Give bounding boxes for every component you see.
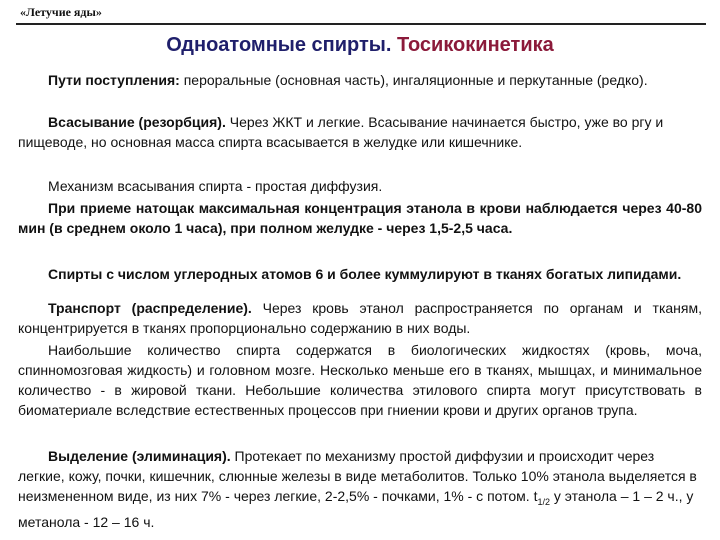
half-life-subscript: 1/2 xyxy=(537,496,550,507)
mechanism-paragraph xyxy=(18,176,702,196)
distribution-paragraph xyxy=(18,340,702,420)
cumulate-text: Спирты с числом углеродных атомов 6 и более куммулируют в тканях богатых липидами. xyxy=(48,266,682,282)
header-label: «Летучие яды» xyxy=(20,5,102,19)
fasting-text: При приеме натощак максимальная концентрация этанола в крови наблюдается через 40-80 мин (в среднем около 1 часа), при полном желудке - через 1,5-2,5 часа. xyxy=(18,200,702,236)
header-divider xyxy=(16,23,706,25)
page-title xyxy=(0,32,720,58)
elimination-text-2: у этанола – 1 – 2 ч., у метанола - 12 – 16 ч. xyxy=(18,488,694,530)
transport-label: Транспорт (распределение). xyxy=(48,300,252,316)
title-part2: Тосикокинетика xyxy=(396,34,554,56)
elimination-paragraph xyxy=(18,446,702,532)
elimination-text-1: Протекает по механизму простой диффузии и происходит через легкие, кожу, почки, кишечник, слюнные железы в виде метаболитов. Только 10% этанола выделяется в неизмененном виде, из них 7% - через легкие, 2-2,5% - почками, 1% - с потом. t xyxy=(18,448,697,504)
absorption-label: Всасывание (резорбция). xyxy=(48,114,226,130)
mechanism-text: Механизм всасывания спирта - простая диффузия. xyxy=(48,178,383,194)
absorption-paragraph xyxy=(18,112,702,152)
transport-text: Через кровь этанол распространяется по органам и тканям, концентрируется в тканях пропорционально содержанию в них воды. xyxy=(18,300,702,336)
title-part1: Одноатомные спирты. xyxy=(166,34,392,56)
absorption-text: Через ЖКТ и легкие. Всасывание начинается быстро, уже во ргу и пищеводе, но основная масса спирта всасывается в желудке или кишечнике. xyxy=(18,114,664,150)
cumulate-paragraph xyxy=(18,264,702,284)
elimination-label: Выделение (элиминация). xyxy=(48,448,231,464)
routes-label: Пути поступления: xyxy=(48,72,180,88)
routes-text: пероральные (основная часть), ингаляционные и перкутанные (редко). xyxy=(179,72,648,88)
routes-paragraph xyxy=(18,70,702,90)
fasting-paragraph xyxy=(18,198,702,238)
distribution-text: Наибольшие количество спирта содержатся в биологических жидкостях (кровь, моча, спинномозговая жидкость) и головном мозге. Несколько меньше его в тканях, мышцах, и минимальное количество - в жировой ткани. Небольшие количества этилового спирта могут присутствовать в биоматериале вследствие естественных процессов при гниении крови и других органов трупа. xyxy=(18,342,702,418)
transport-paragraph xyxy=(18,298,702,338)
